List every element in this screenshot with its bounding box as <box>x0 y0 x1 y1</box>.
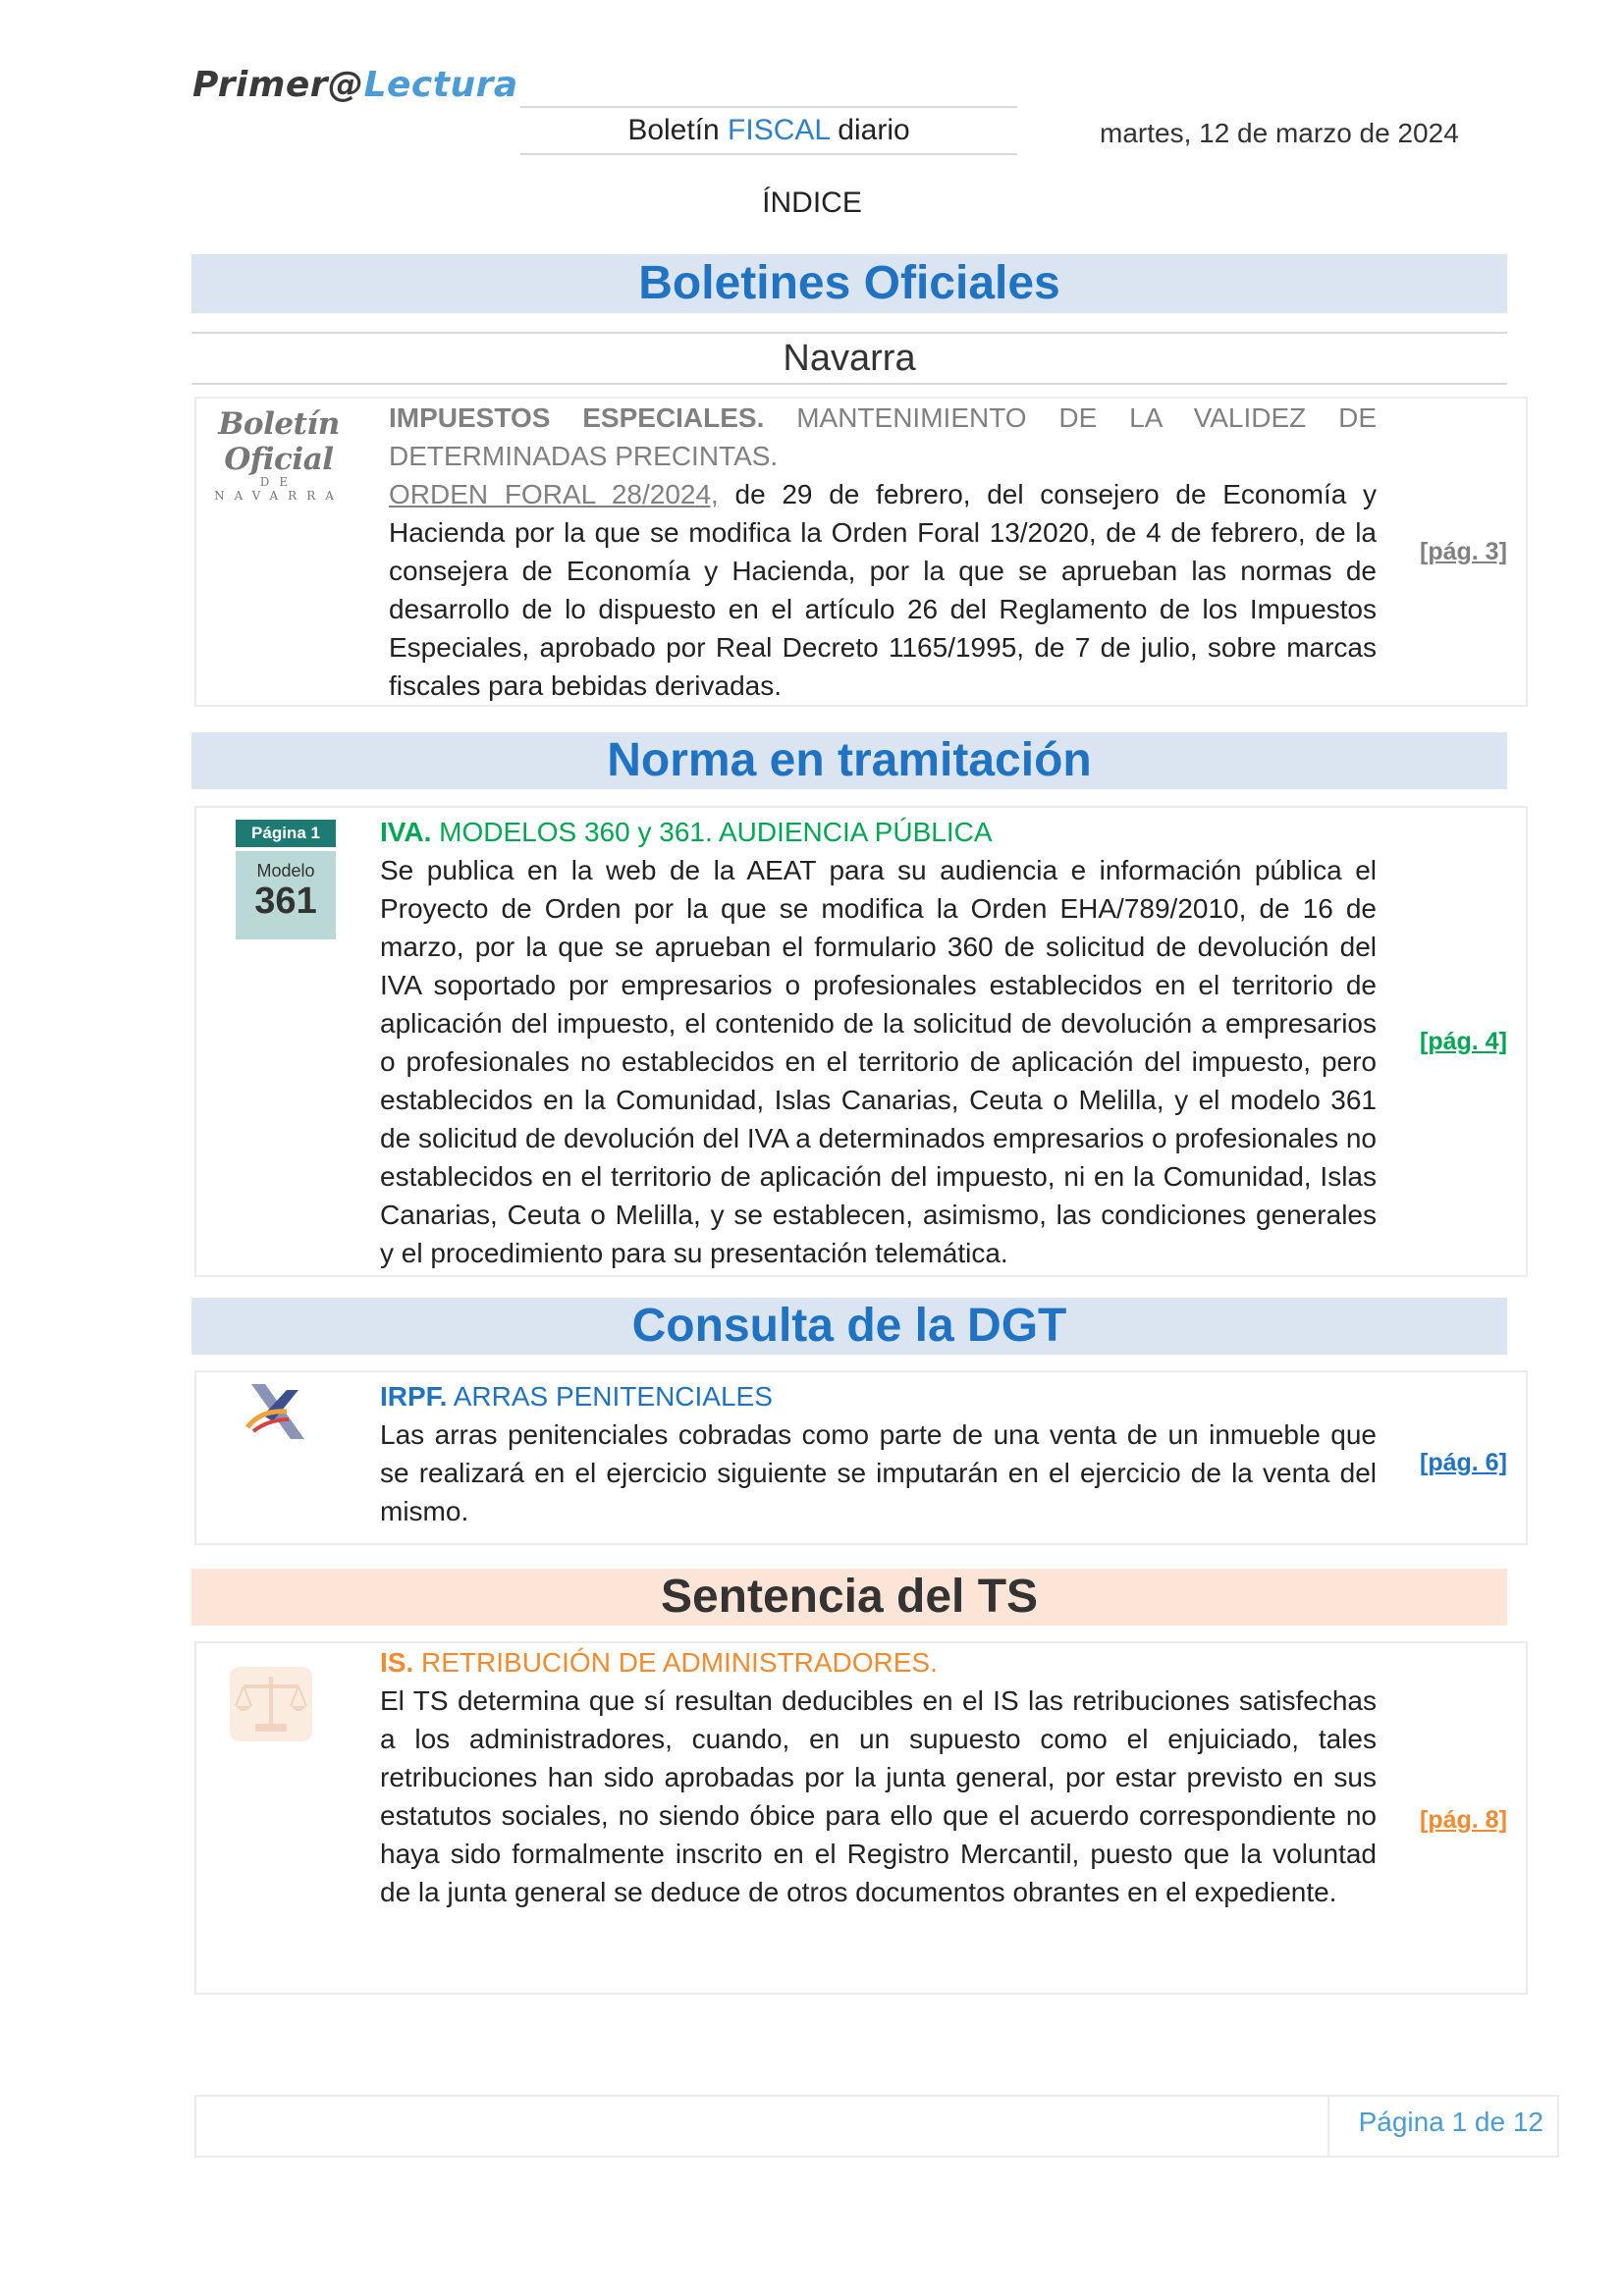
entry-boletin-navarra <box>194 397 1528 707</box>
entry-body: Se publica en la web de la AEAT para su audiencia e información pública el Proyecto de Orden por la que se modifica la Orden EHA/789/2010, de 16 de marzo, por la que se aprueban el formulario 360 de solicitud de devolución del IVA soportado por empresarios o profesionales establecidos en el territorio de aplicación del impuesto, el contenido de la solicitud de devolución a empresarios o profesionales no establecidos en el territorio de aplicación del impuesto, pero establecidos en la Comunidad, Islas Canarias, Ceuta o Melilla, y el modelo 361 de solicitud de devolución del IVA a determinados empresarios o profesionales no establecidos en el territorio de aplicación del impuesto, ni en la Comunidad, Islas Canarias, Ceuta o Melilla, y se establecen, asimismo, las condiciones generales y el procedimiento para su presentación telemática. <box>380 855 1377 1268</box>
kicker-bold: IVA. <box>380 817 432 847</box>
kicker-rest: ARRAS PENITENCIALES <box>447 1381 773 1412</box>
index-title: ÍNDICE <box>762 187 862 219</box>
entry-irpf-arras <box>194 1370 1528 1545</box>
kicker-rest: RETRIBUCIÓN DE ADMINISTRADORES. <box>413 1647 938 1678</box>
page-ref-link[interactable]: [pág. 3] <box>1420 538 1507 565</box>
badge-tab: Página 1 <box>236 820 336 847</box>
section-title-ts: Sentencia del TS <box>191 1569 1507 1626</box>
entry-kicker <box>380 1377 1377 1415</box>
aeat-logo-icon <box>244 1382 312 1441</box>
badge-number: 361 <box>254 881 317 922</box>
page-footer <box>194 2095 1559 2158</box>
body-text: de 29 de febrero, del consejero de Economía y Hacienda por la que se modifica la Orden Foral 13/2020, de 4 de febrero, de la consejera de Economía y Hacienda, por la que se aprueban las normas de desarrollo de lo dispuesto en el artículo 26 del Reglamento de los Impuestos Especiales, aprobado por Real Decreto 1165/1995, de 7 de julio, sobre marcas fiscales para bebidas derivadas. <box>389 479 1378 701</box>
section-title-norma: Norma en tramitación <box>191 732 1507 789</box>
kicker-bold: IMPUESTOS ESPECIALES. <box>389 402 765 433</box>
kicker-bold: IS. <box>380 1647 414 1678</box>
brand-part2: Lectura <box>363 65 518 105</box>
publication-date: martes, 12 de marzo de 2024 <box>1100 118 1459 148</box>
footer-divider <box>1327 2097 1329 2156</box>
kicker-rest: MANTENIMIENTO DE LA VALIDEZ DE DETERMINADAS PRECINTAS. <box>389 402 1377 471</box>
modelo-361-badge <box>236 820 336 939</box>
orden-foral-link[interactable]: ORDEN FORAL 28/2024, <box>389 479 719 509</box>
brand-part1: Primer@ <box>192 65 364 105</box>
entry-kicker <box>380 1643 1377 1682</box>
bulletin-title <box>520 106 1017 155</box>
entry-iva-modelos <box>194 806 1528 1277</box>
logo-line2: DE NAVARRA <box>214 475 344 503</box>
entry-text <box>389 399 1377 705</box>
page-ref-link[interactable]: [pág. 8] <box>1420 1806 1507 1834</box>
entry-kicker <box>389 399 1377 475</box>
bulletin-suffix: diario <box>829 114 910 146</box>
logo-line1: Boletín Oficial <box>218 406 340 477</box>
entry-body: El TS determina que sí resultan deducibles en el IS las retribuciones satisfechas a los administradores, cuando, en un supuesto como el enjuiciado, tales retribuciones han sido aprobadas por la junta general, por estar previsto en sus estatutos sociales, no siendo óbice para ello que el acuerdo correspondiente no haya sido formalmente inscrito en el Registro Mercantil, puesto que la voluntad de la junta general se deduce de otros documentos obrantes en el expediente. <box>380 1685 1377 1907</box>
entry-body: Las arras penitenciales cobradas como parte de una venta de un inmueble que se realizará en el ejercicio siguiente se imputarán en el ejercicio de la venta del mismo. <box>380 1419 1377 1526</box>
page-ref-link[interactable]: [pág. 4] <box>1420 1028 1507 1055</box>
entry-kicker <box>380 813 1377 851</box>
page-ref-link[interactable]: [pág. 6] <box>1420 1449 1507 1476</box>
entry-text <box>380 813 1377 1272</box>
section-title-boletines: Boletines Oficiales <box>191 254 1507 313</box>
bulletin-prefix: Boletín <box>627 114 729 146</box>
bulletin-accent: FISCAL <box>728 114 830 146</box>
entry-text <box>380 1377 1377 1530</box>
section-title-dgt: Consulta de la DGT <box>191 1298 1507 1355</box>
kicker-bold: IRPF. <box>380 1381 448 1412</box>
brand-logo <box>192 65 518 105</box>
subsection-title-navarra: Navarra <box>191 332 1507 385</box>
kicker-rest: MODELOS 360 y 361. AUDIENCIA PÚBLICA <box>431 817 993 847</box>
entry-body <box>389 475 1377 705</box>
badge-card <box>236 851 336 939</box>
scales-of-justice-icon <box>222 1661 320 1749</box>
entry-is-retribucion <box>194 1641 1528 1995</box>
badge-label: Modelo <box>256 861 315 881</box>
entry-text <box>380 1643 1377 1911</box>
page-number: Página 1 de 12 <box>1358 2107 1543 2137</box>
boletin-navarra-logo <box>210 406 348 503</box>
